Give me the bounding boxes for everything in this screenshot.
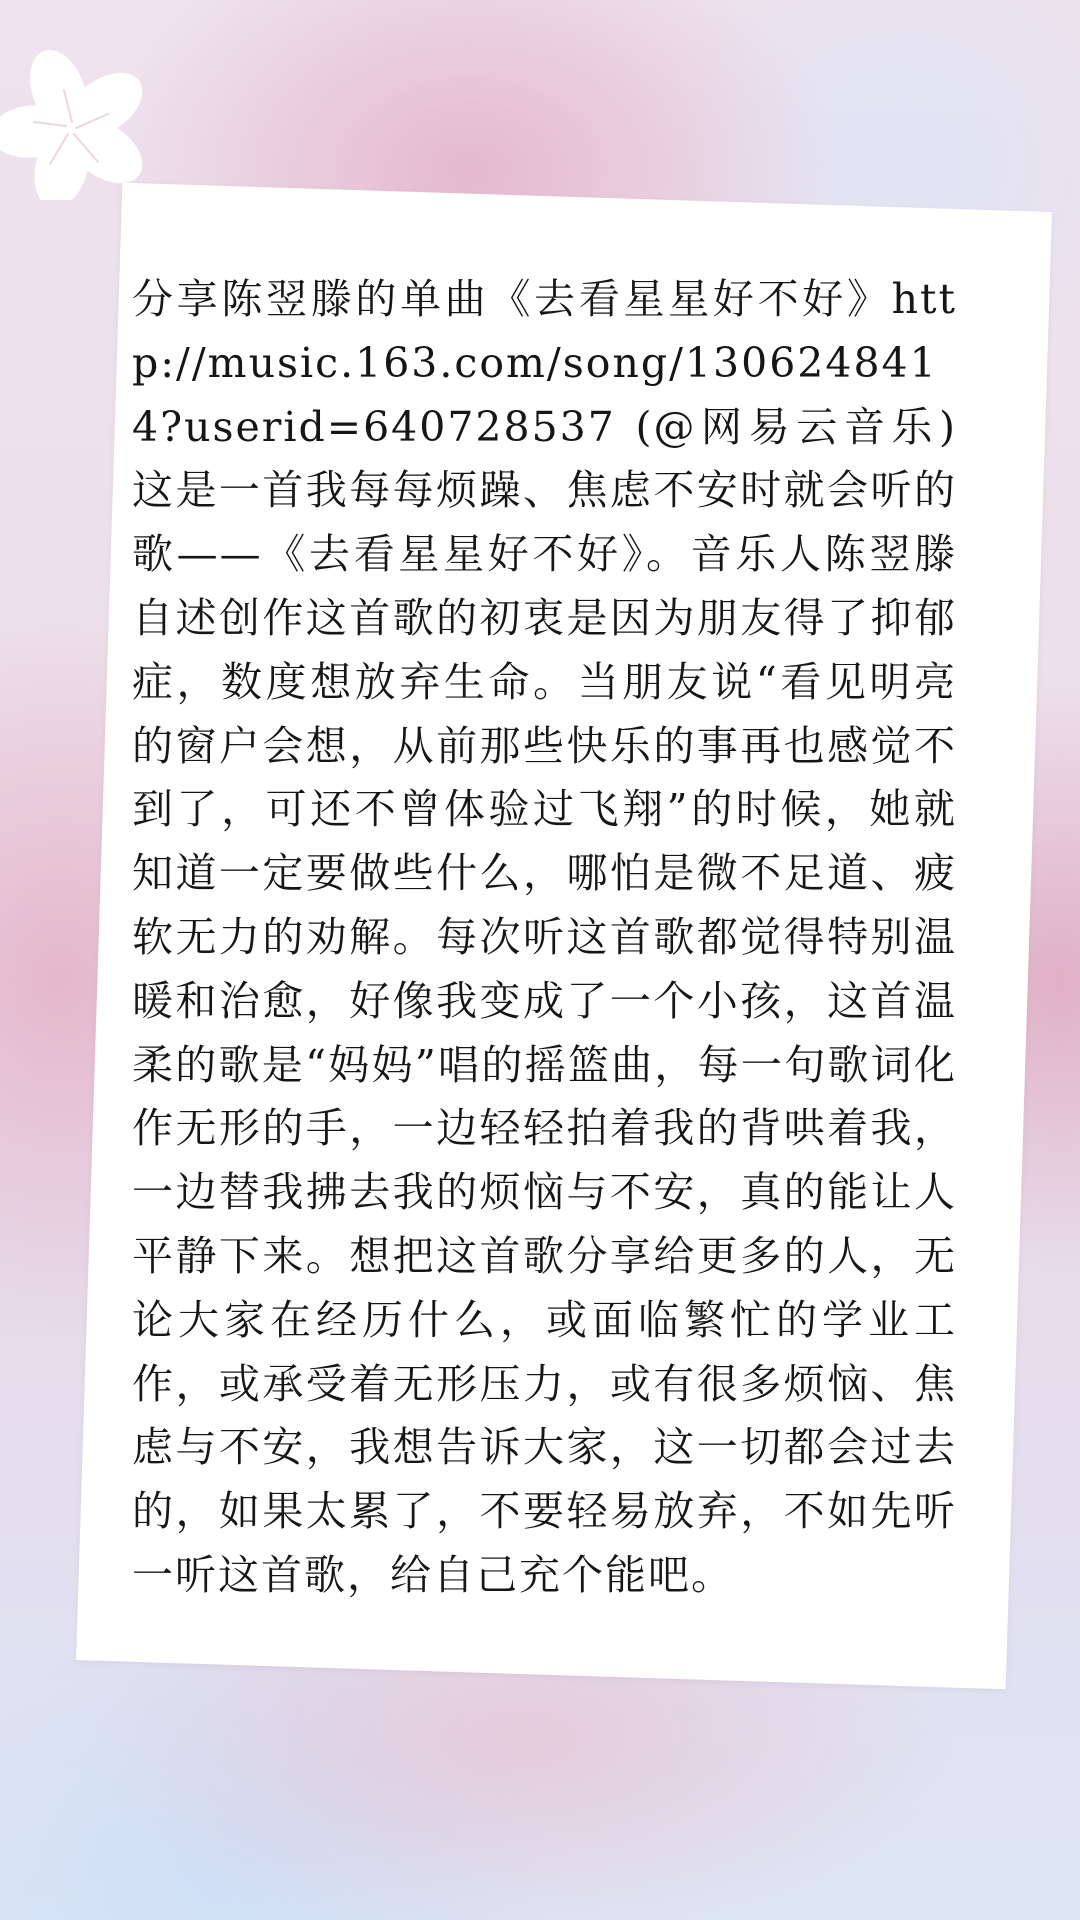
flower-icon <box>0 50 150 200</box>
post-text: 分享陈翌滕的单曲《去看星星好不好》http://music.163.com/song/1306248414?userid=640728537 (@网易云音乐)这是一首我每每烦躁、焦虑不安时就会听的歌——《去看星星好不好》。音乐人陈翌滕自述创作这首歌的初衷是因为朋友得了抑郁症，数度想放弃生命。当朋友说“看见明亮的窗户会想，从前那些快乐的事再也感觉不到了，可还不曾体验过飞翔”的时候，她就知道一定要做些什么，哪怕是微不足道、疲软无力的劝解。每次听这首歌都觉得特别温暖和治愈，好像我变成了一个小孩，这首温柔的歌是“妈妈”唱的摇篮曲，每一句歌词化作无形的手，一边轻轻拍着我的背哄着我，一边替我拂去我的烦恼与不安，真的能让人平静下来。想把这首歌分享给更多的人，无论大家在经历什么，或面临繁忙的学业工作，或承受着无形压力，或有很多烦恼、焦虑与不安，我想告诉大家，这一切都会过去的，如果太累了，不要轻易放弃，不如先听一听这首歌，给自己充个能吧。 <box>132 275 957 1599</box>
